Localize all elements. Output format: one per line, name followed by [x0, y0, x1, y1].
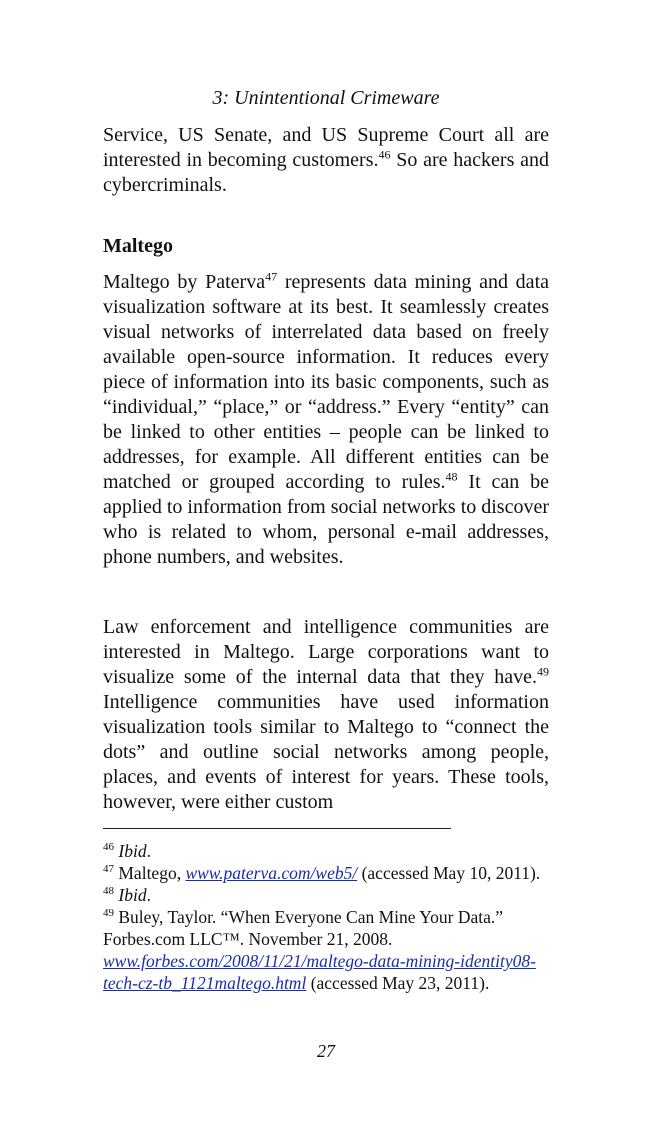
page-number: 27 [317, 1041, 335, 1061]
p2-segment-2: Intelligence communities have used information visualization tools similar to Maltego to “connect the dots” and outline social networks among people, places, and events of interest for years. These tools, however, were either custom [103, 691, 549, 813]
body-paragraph-1 [103, 270, 549, 570]
footnote-49 [103, 906, 549, 994]
footnote-text: . [146, 841, 151, 861]
footnote-ref-49[interactable]: 49 [537, 664, 549, 679]
p1-segment-1: Maltego by Paterva [103, 271, 266, 293]
footnote-link[interactable]: www.paterva.com/web5/ [185, 863, 358, 883]
footnote-text: (accessed May 10, 2011). [357, 863, 541, 883]
body-paragraph-2 [103, 615, 549, 815]
running-header: 3: Unintentional Crimeware [212, 87, 440, 109]
footnote-text: Buley, Taylor. “When Everyone Can Mine Your Data.” Forbes.com LLC™. November 21, 2008. [103, 907, 504, 949]
footnote-ref-46[interactable]: 46 [378, 147, 391, 162]
intro-text-after: So are hackers and cybercriminals. [103, 149, 549, 196]
footnote-italic: Ibid [118, 885, 147, 905]
footnote-italic: Ibid [118, 841, 147, 861]
footnote-ref-47[interactable]: 47 [265, 269, 278, 284]
footnote-number: 47 [103, 863, 114, 876]
intro-paragraph [103, 123, 549, 198]
footnote-text: Maltego, [114, 863, 186, 883]
p1-segment-3: It can be applied to information from social networks to discover who is related to whom, personal e-mail addresses, phone numbers, and websites. [103, 471, 550, 568]
section-heading: Maltego [103, 235, 173, 257]
intro-text: Service, US Senate, and US Supreme Court all are interested in becoming customers. [103, 124, 549, 171]
footnote-46 [103, 840, 549, 862]
footnote-link[interactable]: www.forbes.com/2008/11/21/maltego-data-mining-identity08-tech-cz-tb_1121maltego.html [103, 951, 536, 993]
footnote-number: 49 [103, 907, 114, 920]
footnote-47 [103, 862, 549, 884]
footnote-number: 46 [103, 841, 114, 854]
p2-segment-1: Law enforcement and intelligence communities are interested in Maltego. Large corporations want to visualize some of the internal data that they have. [103, 616, 549, 688]
footnote-number: 48 [103, 885, 114, 898]
footnote-text: (accessed May 23, 2011). [306, 973, 490, 993]
p1-segment-2: represents data mining and data visualization software at its best. It seamlessly creates visual networks of interrelated data based on freely available open-source information. It reduces every piece of information into its basic components, such as “individual,” “place,” or “address.” Every “entity” can be linked to other entities – people can be linked to addresses, for example. All different entities can be matched or grouped according to rules. [103, 271, 549, 493]
footnote-text: . [146, 885, 151, 905]
footnote-48 [103, 884, 549, 906]
footnote-ref-48[interactable]: 48 [445, 469, 458, 484]
footnotes [103, 840, 549, 994]
footnote-divider [103, 828, 451, 829]
